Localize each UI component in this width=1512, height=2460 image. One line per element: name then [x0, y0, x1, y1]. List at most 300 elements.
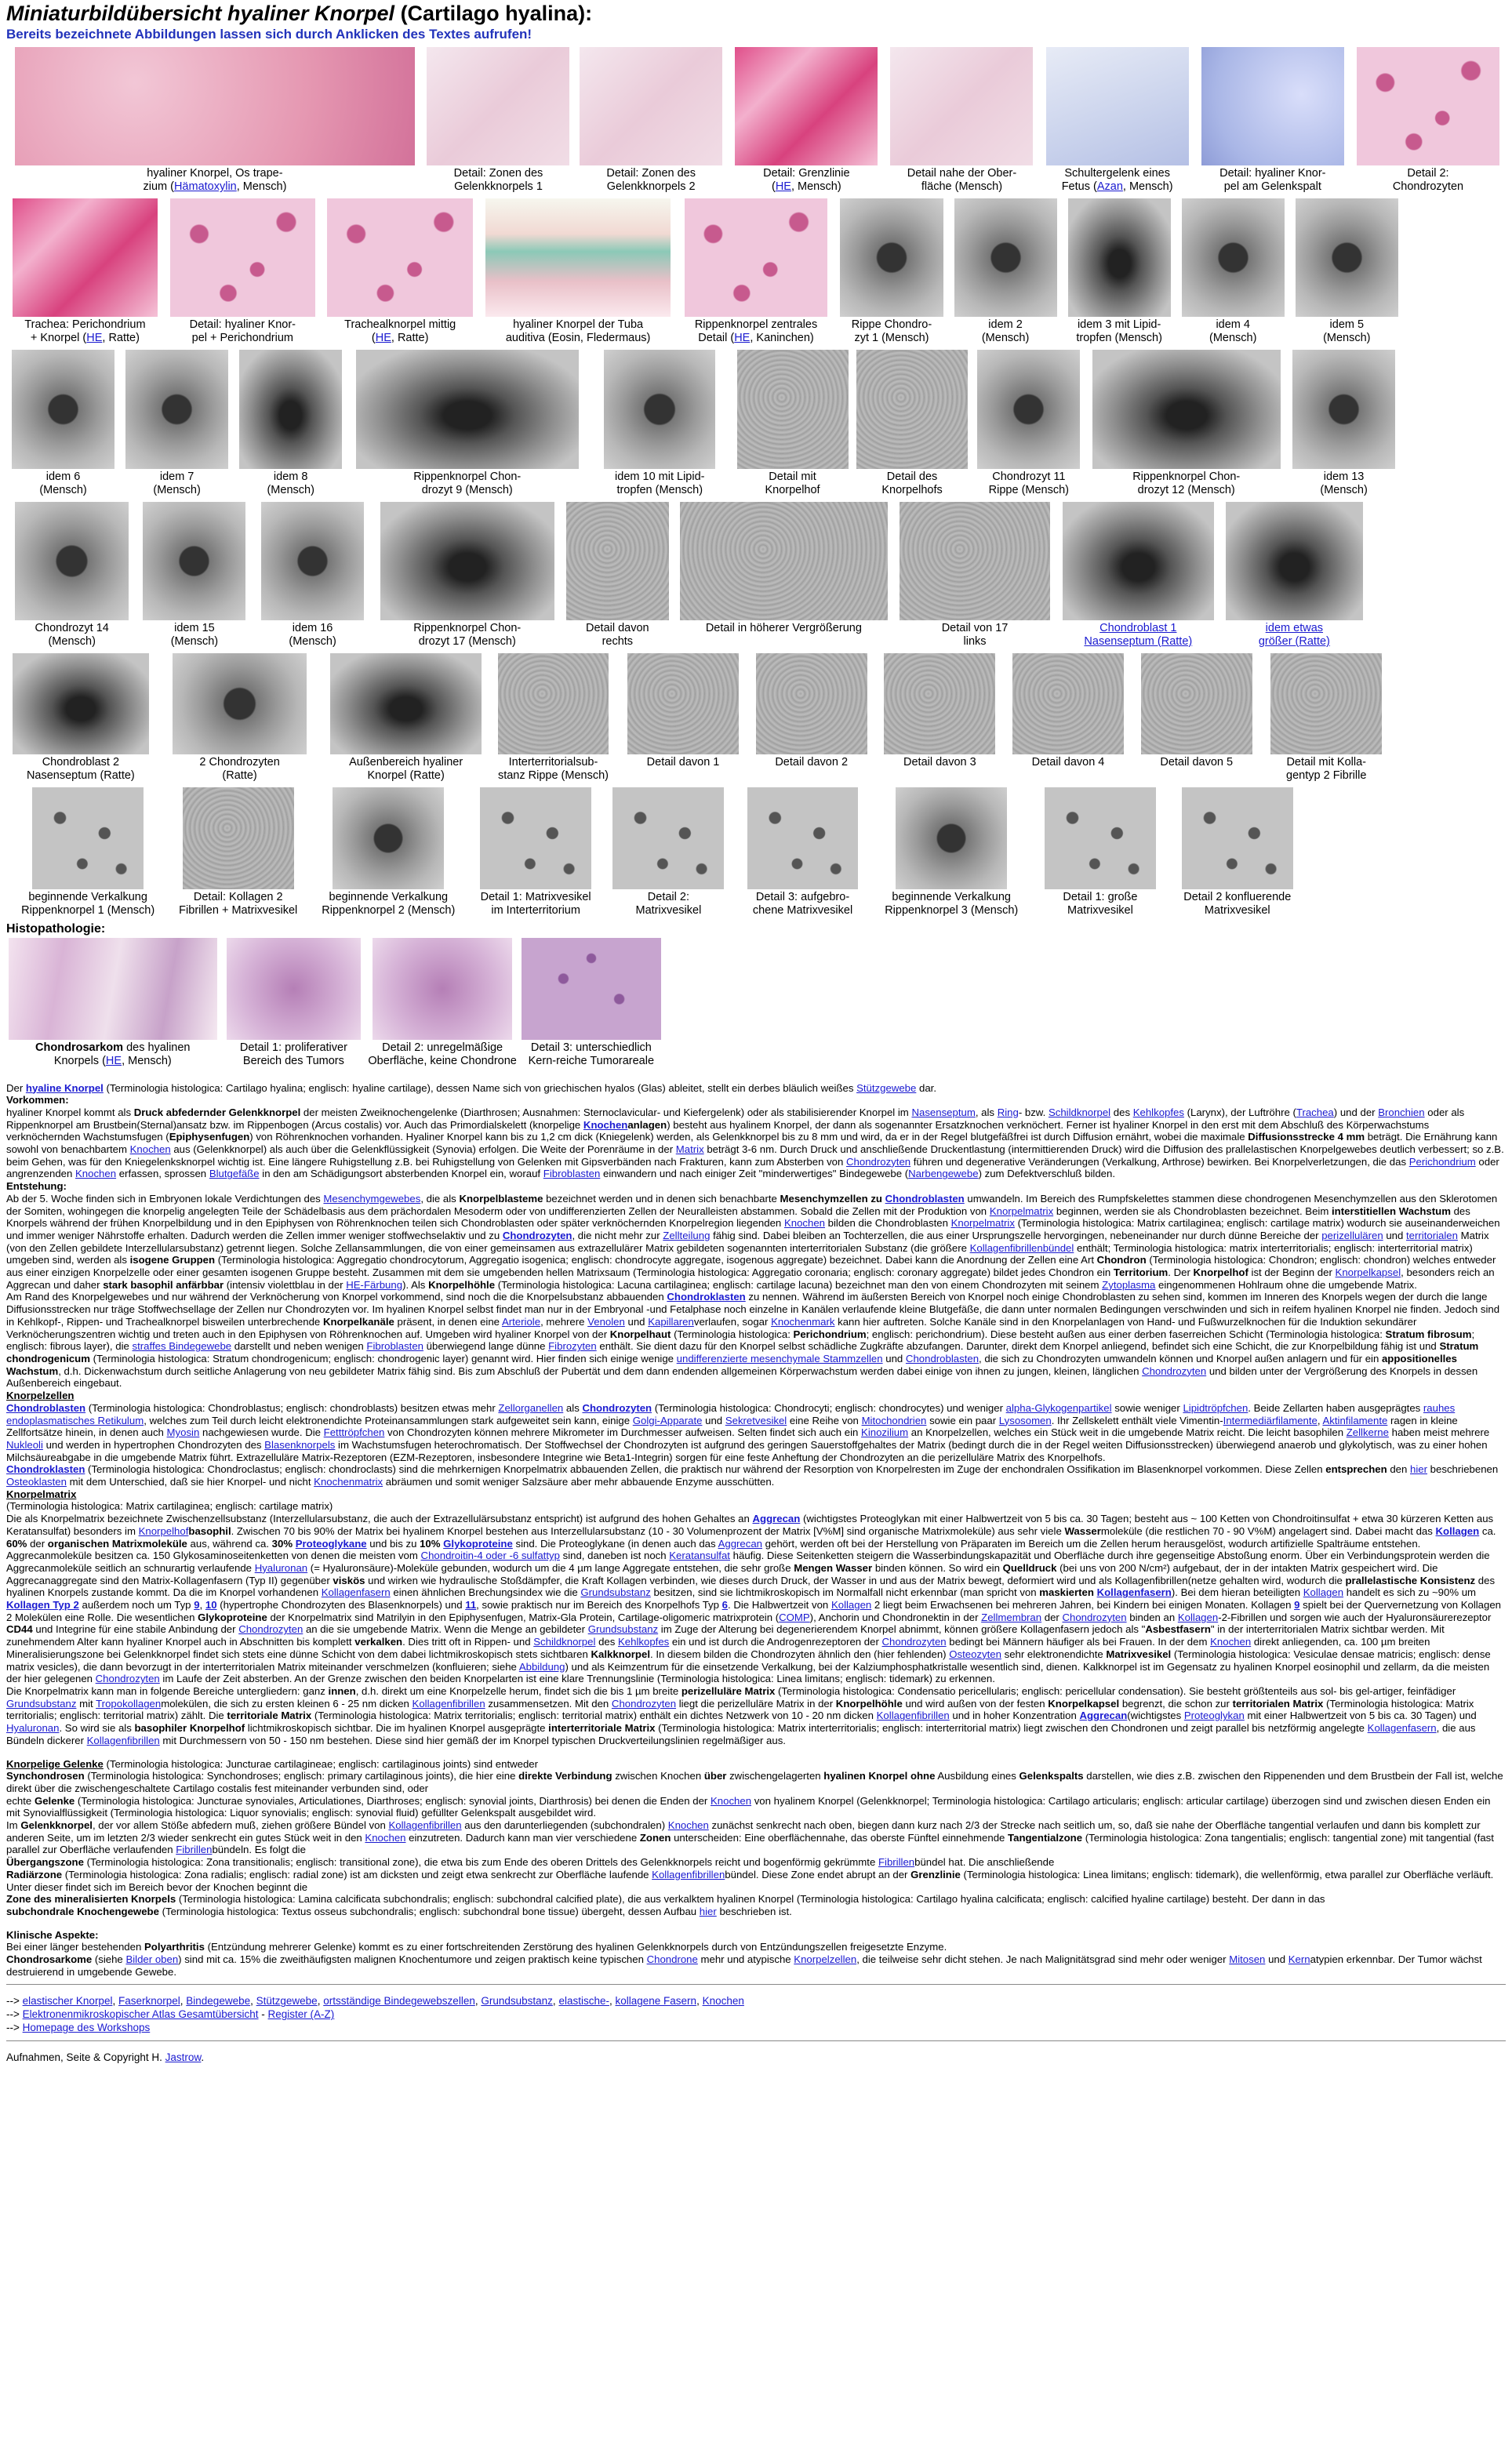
text-link[interactable]: hier — [1410, 1463, 1428, 1476]
text-link[interactable]: Chondrozyten — [846, 1155, 911, 1168]
thumbnail-image[interactable] — [612, 787, 724, 889]
thumbnail-item[interactable] — [374, 502, 561, 649]
thumbnail-item[interactable] — [1195, 47, 1350, 194]
text-link[interactable]: Zellorganellen — [498, 1401, 564, 1414]
text-link[interactable]: Hämatoxylin — [173, 180, 237, 194]
thumbnail-item[interactable] — [251, 502, 373, 649]
text-link[interactable] — [6, 1463, 85, 1475]
text-link[interactable]: ortsständige Bindegewebszellen — [323, 1995, 475, 2008]
thumbnail-image[interactable] — [840, 198, 943, 317]
thumbnail-image[interactable] — [1226, 502, 1363, 620]
text-link[interactable]: Matrix — [675, 1143, 704, 1156]
text-link[interactable]: Kehlkopfes — [618, 1636, 670, 1648]
bold-term: Wasser — [1064, 1524, 1101, 1537]
thumbnail-item[interactable] — [747, 653, 876, 770]
text-link[interactable]: Grundsubstanz — [587, 1623, 659, 1636]
thumbnail-item[interactable] — [1085, 350, 1287, 496]
thumbnail-item[interactable] — [736, 787, 870, 918]
thumbnail-item[interactable] — [368, 938, 517, 1068]
text-link[interactable]: Knorpelkapsel — [1335, 1266, 1401, 1279]
text-link[interactable]: Faserknorpel — [118, 1995, 180, 2008]
text-link[interactable]: größer (Ratte) — [1258, 634, 1330, 648]
thumbnail-item[interactable] — [470, 787, 601, 918]
text-link[interactable]: Knorpelmatrix — [989, 1205, 1054, 1217]
bold-term: territorialen Matrix — [1232, 1697, 1324, 1710]
thumbnail-item[interactable] — [1290, 198, 1404, 345]
bold-term: Epiphysenfugen — [169, 1131, 250, 1143]
text-link[interactable]: Sekretvesikel — [725, 1414, 787, 1426]
text-link[interactable]: Knochen — [75, 1168, 117, 1180]
text-link[interactable]: Kollagenfasern — [1096, 1586, 1172, 1599]
text-link[interactable]: Kollagenfibrillenbündel — [969, 1241, 1074, 1254]
thumbnail-item[interactable] — [517, 938, 666, 1068]
text-link[interactable]: Mitochondrien — [861, 1414, 927, 1426]
thumbnail-image[interactable] — [884, 653, 995, 755]
text-link[interactable]: straffes Bindegewebe — [132, 1340, 232, 1353]
thumbnail-item[interactable] — [587, 350, 732, 496]
text-link[interactable]: Nasenseptum (Ratte) — [1084, 634, 1193, 648]
thumbnail-item[interactable] — [852, 350, 972, 496]
text-link[interactable] — [1294, 1599, 1299, 1611]
text-link[interactable]: Kollagen — [1177, 1611, 1219, 1623]
text-link[interactable]: Mitosen — [1229, 1953, 1266, 1966]
text-link[interactable]: Osteozyten — [949, 1648, 1001, 1660]
thumbnail-item[interactable] — [876, 653, 1005, 770]
section-body: Bei einer länger bestehenden Polyarthritis (Entzündung mehrerer Gelenke) kommt es zu einer fortschreitenden Zerstörung des hyalinen Gelenkknorpels durch von Entzündungszellen freigesetzte Enzyme. Chondrosarkome (siehe Bilder oben) sind mit ca. 15% die zweithäufigsten malignen Knochentumore und zeigen praktisch keine typischen Chondrone mehr und atypische Knorpelzellen, die teilweise sehr dicht stehen. Je nach Malignitätsgrad sind mehr oder weniger Mitosen und Kernatypien erkennbar. Der Tumor wächst destruierend in umgebende Gewebe. — [6, 1941, 1482, 1978]
thumbnail-image[interactable] — [183, 787, 294, 889]
thumbnail-image[interactable] — [9, 938, 217, 1040]
text-link[interactable]: Kinozilium — [861, 1426, 909, 1439]
text-link[interactable]: HE — [734, 332, 751, 345]
thumbnail-item[interactable] — [1132, 653, 1261, 770]
text-link[interactable]: Chondrone — [646, 1953, 698, 1966]
text-link[interactable]: Knochen — [702, 1995, 744, 2008]
text-link[interactable]: Intermediärfilamente — [1223, 1414, 1318, 1426]
text-link[interactable]: Blasenknorpels — [264, 1438, 336, 1451]
thumbnail-item[interactable] — [870, 787, 1033, 918]
text-link[interactable]: Knochen — [667, 1819, 709, 1832]
thumbnail-item[interactable] — [573, 47, 729, 194]
text-link[interactable]: Kehlkopfes — [1132, 1106, 1184, 1118]
thumbnail-item[interactable] — [137, 502, 251, 649]
thumbnail-image[interactable] — [896, 787, 1007, 889]
thumbnail-item[interactable] — [164, 198, 322, 345]
text-link[interactable]: Fibrillen — [176, 1844, 213, 1856]
thumbnail-item[interactable] — [834, 198, 948, 345]
text-link[interactable]: Narbengewebe — [908, 1168, 979, 1180]
text-link[interactable] — [443, 1538, 513, 1550]
thumbnail-item[interactable] — [347, 350, 587, 496]
text-link[interactable]: alpha-Glykogenpartikel — [1005, 1401, 1112, 1414]
text-link[interactable]: Kollagenfasern — [321, 1586, 391, 1599]
thumbnail-image[interactable] — [627, 653, 739, 755]
thumbnail-image[interactable] — [13, 653, 150, 755]
thumbnail-image[interactable] — [1046, 47, 1189, 165]
thumbnail-caption: idem 2 (Mensch) — [981, 318, 1030, 345]
text-link[interactable]: Elektronenmikroskopischer Atlas Gesamtübersicht — [22, 2008, 259, 2021]
page-title: Miniaturbildübersicht hyaliner Knorpel (Cartilago hyalina): — [6, 2, 593, 25]
thumbnail-image[interactable] — [1201, 47, 1344, 165]
text-link[interactable]: undifferenzierte mesenchymale Stammzellen — [676, 1353, 883, 1364]
thumbnail-item[interactable] — [674, 502, 893, 635]
text-link[interactable]: Azan — [1096, 180, 1123, 194]
thumbnail-image[interactable] — [327, 198, 473, 317]
thumbnail-image[interactable] — [356, 350, 579, 468]
footer-link-line: --> Homepage des Workshops — [6, 2022, 151, 2034]
text-link[interactable] — [205, 1599, 217, 1611]
section-heading: Knorpelzellen — [6, 1390, 75, 1402]
thumbnail-image[interactable] — [1068, 198, 1171, 317]
text-link[interactable]: Arteriole — [501, 1315, 541, 1328]
text-link[interactable]: Chondrozyten — [611, 1697, 677, 1710]
thumbnail-caption: Detail davon 2 — [775, 756, 849, 769]
text-link[interactable]: Fetttröpfchen — [323, 1426, 385, 1439]
text-link[interactable] — [194, 1599, 199, 1611]
thumbnail-image[interactable] — [1292, 350, 1395, 468]
thumbnail-image[interactable] — [427, 47, 569, 165]
thumbnail-item[interactable] — [307, 787, 470, 918]
thumbnail-image[interactable] — [480, 787, 591, 889]
thumbnail-item[interactable] — [1219, 502, 1368, 649]
thumbnail-item[interactable] — [893, 502, 1056, 649]
bold-term: Radiärzone — [6, 1868, 63, 1880]
thumbnail-image[interactable] — [330, 653, 482, 755]
thumbnail-image[interactable] — [566, 502, 669, 620]
text-link[interactable] — [1436, 1525, 1480, 1537]
thumbnail-item[interactable] — [602, 787, 736, 918]
thumbnail-item[interactable] — [423, 47, 573, 194]
text-link[interactable]: Chondrozyten — [1062, 1611, 1127, 1623]
thumbnail-image[interactable] — [735, 47, 878, 165]
bold-term: Gelenkspalts — [1019, 1770, 1084, 1782]
bold-term: Übergangszone — [6, 1856, 84, 1869]
text-link[interactable]: Chondroblasten — [905, 1353, 980, 1364]
thumbnail-item[interactable] — [6, 787, 169, 918]
text-link[interactable]: HE — [86, 332, 103, 345]
thumbnail-image[interactable] — [1182, 198, 1285, 317]
thumbnail-caption: Rippenknorpel Chon- drozyt 17 (Mensch) — [413, 621, 522, 648]
section — [6, 1488, 1506, 1747]
thumbnail-caption: Detail 1: Matrixvesikel im Interterritorium — [480, 890, 591, 917]
text-link[interactable]: Knorpelmatrix — [950, 1217, 1015, 1230]
text-link[interactable]: Zellteilung — [663, 1229, 711, 1241]
bold-term: Proteoglykane — [295, 1537, 367, 1550]
text-link[interactable]: Kollagenfibrillen — [412, 1697, 485, 1710]
thumbnail-item[interactable] — [6, 938, 220, 1068]
thumbnail-caption: Rippenknorpel Chon- drozyt 12 (Mensch) — [1132, 470, 1241, 496]
thumbnail-image[interactable] — [522, 938, 661, 1040]
text-link[interactable]: Fibrozyten — [548, 1340, 597, 1353]
text-link[interactable]: Keratansulfat — [669, 1550, 730, 1562]
thumbnail-caption: Chondrozyt 14 (Mensch) — [35, 621, 109, 648]
text-link[interactable]: Chondrozyten — [881, 1636, 947, 1648]
text-link[interactable] — [6, 1599, 79, 1611]
text-link[interactable]: Fibroblasten — [543, 1168, 601, 1180]
thumbnail-image[interactable] — [173, 653, 307, 755]
bold-term: Knorpelhaut — [609, 1328, 671, 1340]
thumbnail-image[interactable] — [1063, 502, 1214, 620]
thumbnail-image[interactable] — [900, 502, 1051, 620]
text-link[interactable]: Zellmembran — [981, 1611, 1042, 1623]
bold-term: Knorpelhöhle — [835, 1697, 903, 1710]
thumbnail-item[interactable] — [6, 502, 137, 649]
thumbnail-item[interactable] — [678, 198, 835, 345]
text-link[interactable]: Trachea — [1296, 1106, 1334, 1118]
text-link[interactable]: Stützgewebe — [856, 1081, 917, 1094]
thumbnail-image[interactable] — [15, 47, 415, 165]
thumbnail-image[interactable] — [125, 350, 228, 468]
footer-link-line: --> Elektronenmikroskopischer Atlas Gesamtübersicht - Register (A-Z) — [6, 2008, 335, 2021]
thumbnail-image[interactable] — [227, 938, 361, 1040]
thumbnail-caption: hyaliner Knorpel, Os trape- zium (Hämatoxylin, Mensch) — [143, 167, 287, 194]
text-link[interactable]: Chondroblast 1 — [1099, 621, 1177, 634]
text-link[interactable]: Bronchien — [1378, 1106, 1425, 1118]
thumbnail-image[interactable] — [32, 787, 144, 889]
text-link[interactable] — [296, 1538, 367, 1550]
text-link[interactable] — [465, 1599, 476, 1611]
text-link[interactable]: Knochen — [129, 1143, 171, 1156]
thumbnail-item[interactable] — [155, 653, 325, 783]
text-link[interactable]: Knochenmark — [771, 1315, 835, 1328]
thumbnail-item[interactable] — [561, 502, 674, 649]
thumbnail-image[interactable] — [1141, 653, 1252, 755]
text-link[interactable]: idem etwas — [1265, 621, 1324, 634]
text-link[interactable]: Knochen — [710, 1794, 752, 1807]
bold-term: 9 — [1294, 1599, 1300, 1612]
text-link[interactable]: Knochen — [365, 1831, 406, 1844]
thumbnail-item[interactable] — [324, 653, 487, 783]
thumbnail-image[interactable] — [333, 787, 444, 889]
text-link[interactable]: territorialen — [1406, 1229, 1458, 1241]
text-link[interactable] — [667, 1291, 745, 1303]
text-link[interactable] — [752, 1513, 800, 1524]
text-link[interactable]: Knochenmatrix — [314, 1476, 383, 1488]
text-link[interactable]: elastische- — [558, 1995, 609, 2008]
text-link[interactable]: Kapillaren — [648, 1315, 694, 1328]
text-link[interactable]: Aggrecan — [718, 1537, 763, 1550]
thumbnail-image[interactable] — [756, 653, 867, 755]
text-link[interactable]: Kollagenfibrillen — [876, 1710, 950, 1722]
section — [6, 1390, 1506, 1488]
text-link[interactable]: Kollagenfibrillen — [388, 1819, 462, 1832]
thumbnail-image[interactable] — [261, 502, 364, 620]
section-body: Ab der 5. Woche finden sich in Embryonen lokale Verdichtungen des Mesenchymgewebes, die als Knorpelblasteme bezeichnet werden und in denen sich benachbarte Mesenchymzellen zu Chondroblasten umwandeln. Im Bereich des Rumpfskelettes stammen diese chondrogenen Mesenchymzellen aus den Sklerotomen der Somiten, wohingegen die knorpelig angelegten Teile der Schädelbasis aus dem prächordalen Mesoderm oder von undifferenzierten Zellen der Neuralleisten abstammen. Sobald die Zellen mit der Produktion von Knorpelmatrix beginnen, werden sie als Chondroblasten bezeichnet. Beim interstitiellen Wachstum des Knorpels während der frühen Knorpelbildung und in den Epiphysen von Röhrenknochen teilen sich Chondroblasten oder später verknöchernden Knorpelregion liegenden Knochen bilden die Chondroblasten Knorpelmatrix (Terminologia histologica: Matrix cartilaginea; englisch: cartilage matrix) wodurch sie auseinanderweichen und immer weniger Nährstoffe erhalten. Dadurch werden die Zellen immer weniger stoffwechselaktiv und zu Chondrozyten, die nicht mehr zur Zellteilung fähig sind. Dabei bleiben an Tochterzellen, die aus einer Ursprungszelle hervorgingen, nebeneinander nur durch dünne Bereiche der perizellulären und territorialen Matrix (von den Zellen gebildete Interzellularsubstanz) getrennt liegen. Solche Zellansammlungen, die von einer gemeinsamen aus extrazellulärer Matrix gebildeten sogenannten interterritorialen Substanz (die größere Kollagenfibrillenbündel enthält; Terminologia histologica: matrix interterritorialis; englisch: interterritorial matrix) umgeben sind, werden als isogene Gruppen (Terminologia histologica: Aggregatio chondrocytorum, Aggregatio isogenica; englisch: chondrocyte aggregate, isogenous aggregate) bezeichnet. Dabei kann die Anordnung der Zellen eine Art Chondron (Terminologia histologica: Chondron; englisch: chondron) welches entweder aus einer einzigen Knorpelzelle oder einer gesamten isogenen Gruppe besteht. Zusammen mit dem sie umgebenden hellen Matrixsaum (Terminologia histologica: Aggregatio coronaria; englisch: coronary aggregate) bildet jedes Chondron ein Territorium. Der Knorpelhof ist der Beginn der Knorpelkapsel, besonders reich an Aggrecan und daher stark basophil anfärbbar (intensiv violettblau in der HE-Färbung). Als Knorpelhöhle (Terminologia histologica: Lacuna cartilaginea; englisch: cartilage lacuna) bezeichnet man den von einem Chondrozyten mit seinem Zytoplasma eingenommenen Hohlraum ohne die umgebende Matrix. Am Rand des Knorpelgewebes und nur während der Verknöcherung von Knorpel vorkommend, sind noch die die Knorpelsubstanz abbauenden Chondroklasten zu nennen. Während im äußersten Bereich von Knorpel noch einige Chondroblasten zu sehen sind, kommen im Inneren des Knorpels wegen der durch die lange Diffusionsstrecken nur träge Stoffwechsellage der Zellen nur Chondrozyten vor. Im hyalinen Knorpel selbst findet man nur in der Embryonal -und Fetalphase noch einzelne in Kanälen verlaufende kleine Blutgefäße, die dann unter normalen Bedingungen verschwinden und sich in reifem hyalinen Knorpel nie finden. Jedoch sind in Kehlkopf-, Rippen- und Trachealknorpel bisweilen unterbrechende Knorpelkanäle präsent, in denen eine Arteriole, mehrere Venolen und Kapillarenverlaufen, sogar Knochenmark kann hier auftreten. Solche Kanäle sind in den Knorpelanlagen von Hand- und Fußwurzelknochen für die Induktion sekundärer Verknöcherungszentren wichtig und treten auch in den Epiphysen von Röhrenknochen auf. Umgeben wird hyaliner Knorpel von der Knorpelhaut (Terminologia histologica: Perichondrium; englisch: perichondrium). Diese besteht außen aus einer derben faserreichen Schicht (Terminologia histologica: Stratum fibrosum; englisch: fibrous layer), die straffes Bindegewebe darstellt und neben wenigen Fibroblasten überwiegend lange dünne Fibrozyten enthält. Sie dient dazu für den Knorpel selbst schädliche Zugkräfte abzufangen. Darunter, direkt dem Knorpel anliegend, befindet sich eine Schicht, die zur Knorpelbildung fähig ist und Stratum chondrogenicum (Terminologia histologica: Stratum chondrogenicum; englisch: chondrogenic layer) genannt wird. Hier finden sich einige wenige undifferenzierte mesenchymale Stammzellen und Chondroblasten, die sich zu Chondrozyten umwandeln können und Knorpel außen anlagern und für ein appositionelles Wachstum, d.h. Dickenwachstum durch seitliche Anlagerung von neu gebildeter Matrix fähig sind. Bis zum Abschluß der Pubertät und dem dann endenden allgemeinen Körperwachstum werden dabei einige von ihnen zu jungen, kleinen, länglichen Chondrozyten und bilden unter der Vergrößerung des Knorpels in dessen Außenbereich eingebaut. — [6, 1192, 1500, 1390]
text-link[interactable]: Grundsubstanz — [580, 1586, 651, 1599]
text-link[interactable] — [583, 1119, 627, 1131]
thumbnail-item[interactable] — [619, 653, 747, 770]
text-link[interactable]: Kollagenfibrillen — [86, 1734, 160, 1746]
thumbnail-caption: Detail davon 4 — [1031, 756, 1105, 769]
thumbnail-image[interactable] — [685, 198, 827, 317]
text-link[interactable]: Kollagenfasern — [1367, 1722, 1437, 1735]
thumbnail-image[interactable] — [1182, 787, 1293, 889]
text-link[interactable]: Kollagenfibrillen — [652, 1868, 725, 1880]
thumbnail-image[interactable] — [485, 198, 671, 317]
thumbnail-image[interactable] — [1092, 350, 1281, 468]
thumbnail-image[interactable] — [737, 350, 849, 468]
text-link[interactable]: Knorpelhof — [138, 1524, 189, 1537]
thumbnail-caption: idem 16 (Mensch) — [289, 621, 336, 648]
thumbnail-item[interactable] — [1033, 787, 1167, 918]
text-link[interactable]: Nukleoli — [6, 1438, 43, 1451]
thumbnail-image[interactable] — [1357, 47, 1499, 165]
thumbnail-image[interactable] — [977, 350, 1080, 468]
thumbnail-item[interactable] — [6, 653, 155, 783]
text-link[interactable]: Golgi-Apparate — [632, 1414, 703, 1426]
text-link[interactable]: Bilder oben — [125, 1953, 179, 1966]
text-link[interactable]: Grundsubstanz — [481, 1995, 553, 2008]
text-link[interactable]: kollagene Fasern — [615, 1995, 697, 2008]
text-link[interactable]: Bindegewebe — [186, 1995, 251, 2008]
text-link[interactable]: HE — [105, 1054, 122, 1067]
text-link[interactable]: rauhes endoplasmatisches Retikulum — [6, 1401, 1456, 1426]
text-link[interactable]: Hyaluronan — [254, 1561, 308, 1574]
thumbnail-item[interactable] — [322, 198, 479, 345]
text-link[interactable]: Abbildung — [518, 1660, 565, 1673]
text-link[interactable] — [1079, 1710, 1127, 1721]
text-link[interactable]: Knochen — [1210, 1636, 1252, 1648]
text-link[interactable]: Stützgewebe — [256, 1995, 318, 2008]
thumbnail-item[interactable] — [1056, 502, 1219, 649]
thumbnail-item[interactable] — [120, 350, 234, 496]
thumbnail-item[interactable] — [234, 350, 347, 496]
thumbnail-caption: Detail nahe der Ober- fläche (Mensch) — [907, 167, 1017, 194]
thumbnail-image[interactable] — [1270, 653, 1382, 755]
thumbnail-item[interactable] — [1167, 787, 1307, 918]
thumbnail-image[interactable] — [380, 502, 554, 620]
bold-term: direkte Verbindung — [518, 1770, 612, 1782]
text-link[interactable]: COMP — [779, 1611, 810, 1623]
text-link[interactable]: Kollagen — [831, 1599, 872, 1612]
thumbnail-image[interactable] — [1296, 198, 1398, 317]
text-link[interactable]: Kollagen — [1303, 1586, 1344, 1599]
thumbnail-caption: Detail davon 1 — [646, 756, 720, 769]
text-link[interactable]: HE-Färbung — [346, 1278, 403, 1291]
text-link[interactable]: Schildknorpel — [1048, 1106, 1111, 1118]
thumbnail-image[interactable] — [604, 350, 715, 468]
text-link[interactable]: elastischer Knorpel — [22, 1995, 113, 2008]
text-link[interactable]: Lipidtröpfchen — [1183, 1401, 1248, 1414]
thumbnail-item[interactable] — [1176, 198, 1290, 345]
text-link[interactable]: Zellkerne — [1346, 1426, 1389, 1439]
text-link[interactable]: Schildknorpel — [533, 1636, 596, 1648]
bold-term: basophil — [188, 1524, 231, 1537]
text-link[interactable]: Hyaluronan — [6, 1722, 60, 1735]
thumbnail-image[interactable] — [239, 350, 342, 468]
thumbnail-image[interactable] — [680, 502, 889, 620]
text-link[interactable]: Blutgefäße — [209, 1168, 260, 1180]
text-link[interactable] — [722, 1599, 728, 1611]
thumbnail-item[interactable] — [884, 47, 1039, 194]
text-link[interactable]: Zytoplasma — [1102, 1278, 1156, 1291]
thumbnail-image[interactable] — [954, 198, 1057, 317]
thumbnail-item[interactable] — [220, 938, 369, 1068]
text-link[interactable]: Fibroblasten — [366, 1340, 423, 1353]
thumbnail-image[interactable] — [13, 198, 158, 317]
thumbnail-image[interactable] — [373, 938, 512, 1040]
text-link[interactable]: HE — [375, 332, 391, 345]
text-link[interactable] — [26, 1082, 104, 1094]
text-link[interactable]: Chondrozyten — [1142, 1364, 1207, 1377]
text-link[interactable]: Tropokollagen — [96, 1697, 162, 1710]
thumbnail-image[interactable] — [12, 350, 114, 468]
thumbnail-item[interactable] — [1004, 653, 1132, 770]
text-link[interactable]: Lysosomen — [998, 1414, 1052, 1426]
thumbnail-item[interactable] — [1261, 653, 1392, 783]
thumbnail-item[interactable] — [949, 198, 1063, 345]
text-link[interactable]: Nasenseptum — [911, 1106, 976, 1118]
text-link[interactable]: Fibrillen — [878, 1856, 915, 1869]
text-link[interactable]: Homepage des Workshops — [22, 2022, 151, 2034]
thumbnail-image[interactable] — [15, 502, 129, 620]
thumbnail-caption: Rippenknorpel zentrales Detail (HE, Kaninchen) — [694, 318, 818, 345]
text-link[interactable] — [503, 1230, 572, 1241]
thumbnail-item[interactable] — [972, 350, 1085, 496]
thumbnail-image[interactable] — [747, 787, 859, 889]
text-link[interactable]: Chondrozyten — [238, 1623, 303, 1636]
text-link[interactable]: Mesenchymgewebes — [323, 1192, 421, 1205]
thumbnail-image[interactable] — [1045, 787, 1156, 889]
bold-term: Matrixvesikel — [1106, 1648, 1172, 1660]
text-link[interactable] — [6, 1402, 85, 1414]
text-link[interactable]: Jastrow — [165, 2051, 202, 2064]
text-link[interactable]: Knochen — [783, 1217, 825, 1230]
text-link[interactable]: Chondroitin-4 oder -6 sulfattyp — [420, 1550, 560, 1562]
thumbnail-item[interactable] — [1287, 350, 1401, 496]
thumbnail-item[interactable] — [6, 198, 164, 345]
text-link[interactable]: Ring — [997, 1106, 1019, 1118]
text-link[interactable]: Perichondrium — [1408, 1155, 1476, 1168]
text-link[interactable]: Chondroblasten — [885, 1192, 965, 1205]
text-link[interactable]: perizellulären — [1321, 1229, 1383, 1241]
text-link[interactable]: Osteoklasten — [6, 1476, 67, 1488]
thumbnail-image[interactable] — [498, 653, 609, 755]
text-link[interactable]: Grundsubstanz — [6, 1697, 77, 1710]
thumbnail-item[interactable] — [479, 198, 678, 345]
thumbnail-image[interactable] — [580, 47, 722, 165]
thumbnail-caption: Detail davon 5 — [1160, 756, 1234, 769]
thumbnail-item[interactable] — [1063, 198, 1176, 345]
thumbnail-image[interactable] — [143, 502, 245, 620]
text-link[interactable]: Register (A-Z) — [267, 2008, 335, 2021]
text-link[interactable]: Kern — [1288, 1953, 1310, 1966]
thumbnail-item[interactable] — [488, 653, 619, 783]
text-link[interactable]: Myosin — [166, 1426, 200, 1439]
thumbnail-image[interactable] — [1012, 653, 1124, 755]
text-link[interactable]: Chondrozyten — [95, 1673, 160, 1685]
thumbnail-item[interactable] — [1040, 47, 1195, 194]
text-link[interactable]: Venolen — [587, 1315, 625, 1328]
thumbnail-image[interactable] — [890, 47, 1033, 165]
text-link[interactable] — [582, 1402, 652, 1414]
histopathology-heading: Histopathologie: — [6, 921, 106, 936]
text-link[interactable]: Knorpelzellen — [794, 1953, 857, 1966]
thumbnail-image[interactable] — [856, 350, 968, 468]
bold-term: Kollagen Typ 2 — [6, 1599, 79, 1612]
thumbnail-row — [6, 653, 1506, 783]
thumbnail-item[interactable] — [1350, 47, 1506, 194]
thumbnail-item[interactable] — [729, 47, 884, 194]
text-link[interactable]: Aktinfilamente — [1322, 1414, 1388, 1426]
thumbnail-item[interactable] — [169, 787, 307, 918]
text-link[interactable]: Proteoglykan — [1183, 1710, 1245, 1722]
thumbnail-item[interactable] — [6, 47, 423, 194]
text-link[interactable]: hier — [699, 1905, 717, 1917]
thumbnail-item[interactable] — [732, 350, 852, 496]
thumbnail-image[interactable] — [170, 198, 316, 317]
thumbnail-item[interactable] — [6, 350, 120, 496]
text-link[interactable]: HE — [775, 180, 791, 194]
